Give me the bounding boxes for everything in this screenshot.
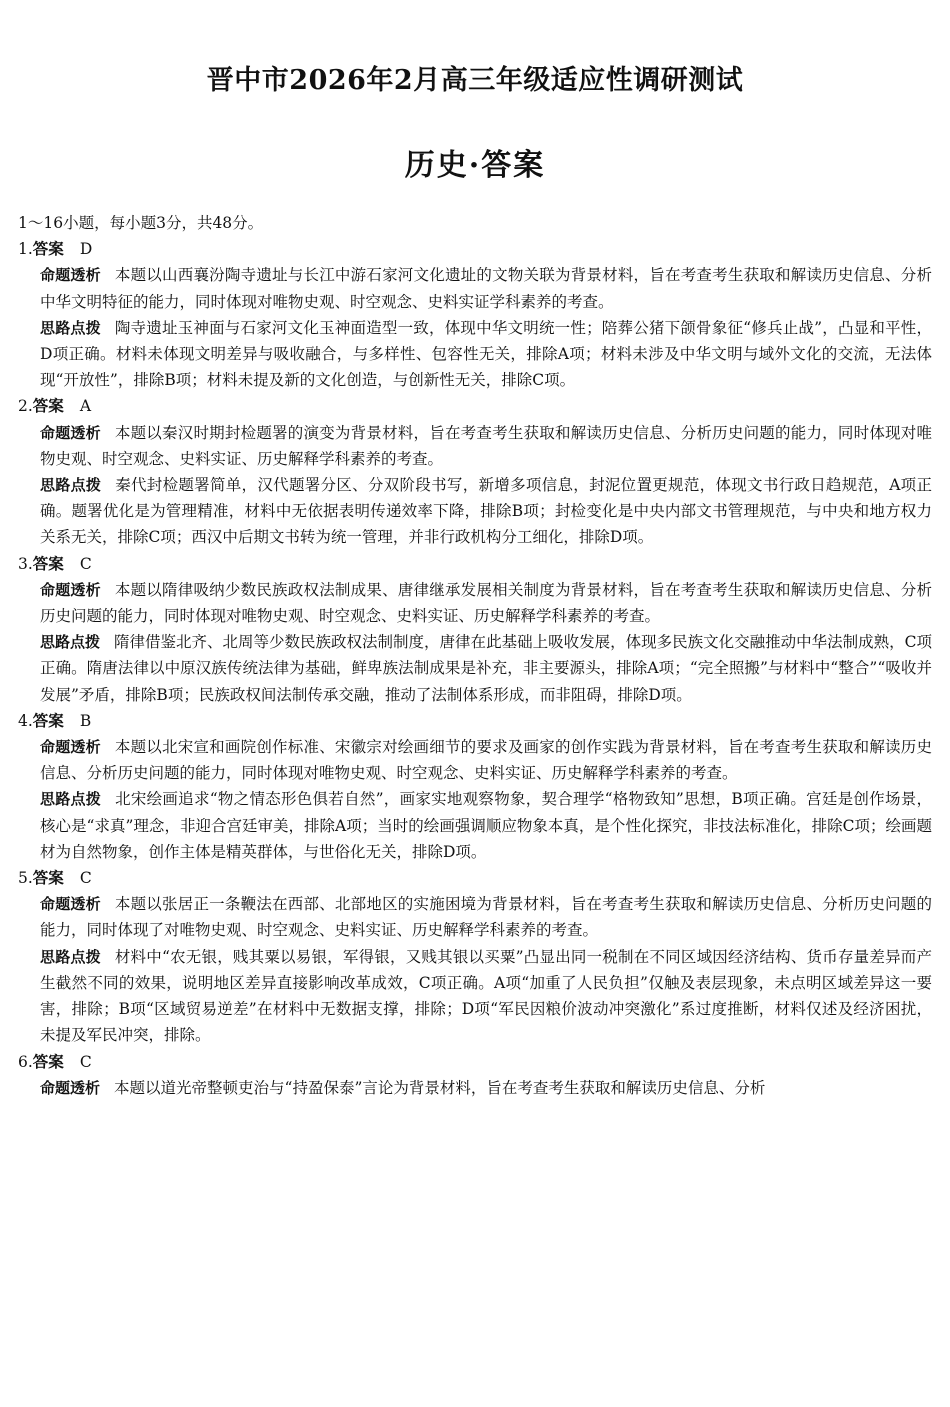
hint-text: 隋律借鉴北齐、北周等少数民族政权法制制度，唐律在此基础上吸收发展，体现多民族文化交融推动中华法制成熟，C项正确。隋唐法律以中原汉族传统法律为基础，鲜卑族法制成果是补充，非主要源头，排除A项；“完全照搬”与材料中“整合”“吸收并发展”矛盾，排除B项；民族政权间法制传承交融，推动了法制体系形成，而非阻碍，排除D项。	[40, 633, 932, 704]
answer-label: 答案	[32, 868, 64, 888]
hint-paragraph	[40, 786, 932, 865]
answer-value: B	[79, 711, 92, 730]
analysis-text: 本题以隋律吸纳少数民族政权法制成果、唐律继承发展相关制度为背景材料，旨在考查考生获取和解读历史信息、分析历史问题的能力，同时体现对唯物史观、时空观念、史料实证、历史解释学科素养的考查。	[40, 580, 932, 626]
hint-paragraph	[40, 944, 932, 1049]
question-number: 3.	[18, 554, 33, 573]
answer-value: C	[79, 1052, 92, 1071]
scoring-intro: 1～16小题，每小题3分，共48分。	[18, 214, 264, 232]
answer-label: 答案	[32, 1051, 64, 1071]
question-block	[18, 551, 932, 708]
analysis-paragraph	[40, 891, 932, 943]
analysis-label: 命题透析	[40, 580, 101, 599]
question-number: 5.	[18, 869, 33, 888]
question-block	[18, 708, 932, 865]
hint-paragraph	[40, 629, 932, 708]
question-header	[18, 1049, 932, 1075]
hint-text: 北宋绘画追求“物之情态形色俱若自然”，画家实地观察物象，契合理学“格物致知”思想，B项正确。宫廷是创作场景，核心是“求真”理念，非迎合宫廷审美，排除A项；当时的绘画强调顺应物象本真，是个性化探究，非技法标准化，排除C项；绘画题材为自然物象，创作主体是精英群体，与世俗化无关，排除D项。	[40, 790, 932, 861]
hint-label: 思路点拨	[40, 476, 102, 495]
analysis-paragraph	[40, 734, 932, 786]
hint-text: 秦代封检题署简单，汉代题署分区、分双阶段书写，新增多项信息，封泥位置更规范，体现文书行政日趋规范，A项正确。题署优化是为管理精准，材料中无依据表明传递效率下降，排除B项；封检变化是中央内部文书管理规范，与中央和地方权力关系无关，排除C项；西汉中后期文书转为统一管理，并非行政机构分工细化，排除D项。	[40, 476, 932, 547]
question-number: 1.	[18, 240, 33, 259]
answer-label: 答案	[32, 396, 64, 416]
answer-content	[18, 210, 932, 1101]
answer-value: C	[79, 869, 92, 888]
question-block	[18, 865, 932, 1048]
analysis-label: 命题透析	[40, 895, 101, 914]
answer-value: A	[79, 397, 92, 416]
question-header	[18, 393, 932, 419]
answer-value: D	[79, 240, 93, 259]
question-block	[18, 393, 932, 550]
analysis-paragraph	[40, 262, 932, 314]
answer-label: 答案	[32, 239, 64, 259]
analysis-text: 本题以秦汉时期封检题署的演变为背景材料，旨在考查考生获取和解读历史信息、分析历史问题的能力，同时体现对唯物史观、时空观念、史料实证、历史解释学科素养的考查。	[40, 423, 932, 468]
question-number: 4.	[18, 711, 33, 730]
hint-label: 思路点拨	[40, 947, 101, 966]
question-header	[18, 708, 932, 734]
hint-label: 思路点拨	[40, 318, 101, 337]
hint-text: 陶寺遗址玉神面与石家河文化玉神面造型一致，体现中华文明统一性；陪葬公猪下颌骨象征“修兵止战”，凸显和平性，D项正确。材料未体现文明差异与吸收融合，与多样性、包容性无关，排除A项；材料未涉及中华文明与域外文化的交流，无法体现“开放性”，排除B项；材料未提及新的文化创造，与创新性无关，排除C项。	[40, 318, 932, 390]
analysis-paragraph	[40, 1075, 932, 1101]
subject-title: 历史·答案	[404, 148, 546, 183]
exam-title: 晋中市2026年2月高三年级适应性调研测试	[206, 65, 744, 96]
question-header	[18, 236, 932, 262]
hint-paragraph	[40, 472, 932, 551]
question-number: 2.	[18, 397, 33, 416]
analysis-label: 命题透析	[40, 1078, 101, 1097]
analysis-paragraph	[40, 577, 932, 629]
analysis-text: 本题以北宋宣和画院创作标准、宋徽宗对绘画细节的要求及画家的创作实践为背景材料，旨在考查考生获取和解读历史信息、分析历史问题的能力，同时体现对唯物史观、时空观念、史料实证、历史解释学科素养的考查。	[40, 738, 932, 783]
answer-value: C	[79, 554, 92, 573]
analysis-label: 命题透析	[40, 738, 101, 757]
analysis-text: 本题以张居正一条鞭法在西部、北部地区的实施困境为背景材料，旨在考查考生获取和解读历史信息、分析历史问题的能力，同时体现了对唯物史观、时空观念、史料实证、历史解释学科素养的考查。	[40, 895, 932, 940]
hint-label: 思路点拨	[40, 790, 102, 809]
question-header	[18, 865, 932, 891]
analysis-label: 命题透析	[40, 266, 101, 285]
analysis-text: 本题以山西襄汾陶寺遗址与长江中游石家河文化遗址的文物关联为背景材料，旨在考查考生获取和解读历史信息、分析中华文明特征的能力，同时体现对唯物史观、时空观念、史料实证学科素养的考查。	[40, 266, 932, 311]
answer-label: 答案	[32, 710, 64, 730]
hint-label: 思路点拨	[40, 633, 101, 652]
question-number: 6.	[18, 1052, 33, 1071]
question-block	[18, 236, 932, 393]
hint-paragraph	[40, 315, 932, 394]
question-block	[18, 1049, 932, 1101]
hint-text: 材料中“农无银，贱其粟以易银，军得银，又贱其银以买粟”凸显出同一税制在不同区域因经济结构、货币存量差异而产生截然不同的效果，说明地区差异直接影响改革成效，C项正确。A项“加重了人民负担”仅触及表层现象，未点明区域差异这一要害，排除；B项“区域贸易逆差”在材料中无数据支撑，排除；D项“军民因粮价波动冲突激化”系过度推断，材料仅述及经济困扰，未提及军民冲突，排除。	[40, 947, 932, 1045]
question-header	[18, 551, 932, 577]
analysis-paragraph	[40, 420, 932, 472]
analysis-text: 本题以道光帝整顿吏治与“持盈保泰”言论为背景材料，旨在考查考生获取和解读历史信息、分析	[114, 1078, 766, 1097]
analysis-label: 命题透析	[40, 423, 101, 442]
answer-label: 答案	[32, 553, 64, 573]
